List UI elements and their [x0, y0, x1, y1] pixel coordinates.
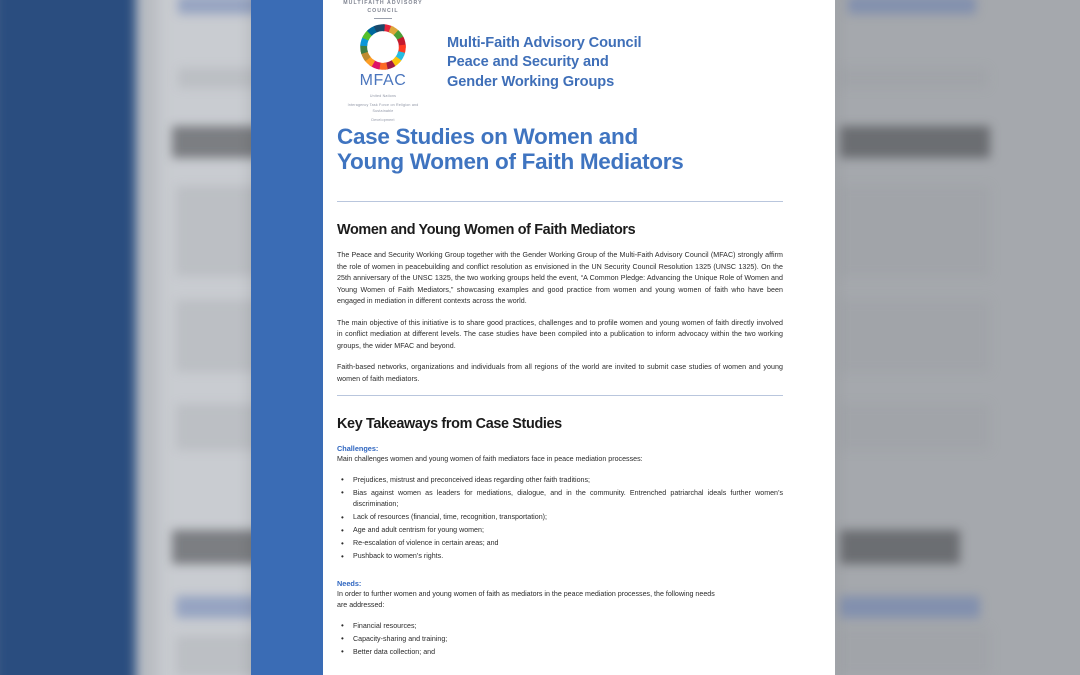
paragraph: The Peace and Security Working Group together with the Gender Working Group of the Multi-Faith Advisory Council (MFAC) strongly affirm the role of women in peacebuilding and conflict resolution as envisioned in the UN Security Council Resolution 1325 (UNSC 1325). On the 25th anniversary of the UNSC 1325, the two working groups held the event, “A Common Pledge: Advancing the Unique Role of Women and Young Women of Faith Mediators,” showcasing examples and good practice from women and young women of faith who have been engaged in mediation in different contexts across the world.: [337, 251, 783, 306]
document-sidebar-band: [251, 0, 323, 675]
background-sidebar-band: [0, 0, 140, 675]
ghost-block: [840, 300, 990, 372]
list-item: • Prejudices, mistrust and preconceived ideas regarding other faith traditions;: [337, 475, 783, 486]
document-content: [337, 0, 783, 662]
org-title-line-3: Gender Working Groups: [447, 73, 615, 90]
divider-rule-middle: [337, 395, 783, 396]
ghost-block: [840, 68, 988, 88]
logo-topline-1: MULTIFAITH ADVISORY: [343, 0, 423, 6]
list-item: • Bias against women as leaders for mediations, dialogue, and in the community. Entrenched patriarchal ideals further women’s discrimination;: [337, 488, 783, 511]
org-title-line-2: Peace and Security and: [447, 54, 609, 71]
list-item: • Better data collection; and: [337, 647, 783, 658]
ghost-block: [840, 596, 980, 618]
list-item: • Age and adult centrism for young women;: [337, 525, 783, 536]
paragraph: Faith-based networks, organizations and individuals from all regions of the world are invited to submit case studies of women and young women of faith mediators.: [337, 363, 783, 383]
paragraph: The main objective of this initiative is to share good practices, challenges and to profile women and young women of faith directly involved in conflict mediation at different levels. The case studies have been compiled into a publication to inform advocacy within the two working groups, the wider MFAC and beyond.: [337, 318, 783, 350]
organization-title: [447, 0, 642, 92]
needs-lead-text: In order to further women and young women of faith as mediators in the peace mediation processes, the following needs are addressed:: [337, 589, 715, 610]
logo-un-line-2: Interagency Task Force on Religion and Sustainable: [347, 102, 419, 113]
sdg-color-wheel-icon: [360, 24, 406, 70]
section-heading-women-mediators: Women and Young Women of Faith Mediators: [337, 222, 636, 239]
list-item: • Re-escalation of violence in certain areas; and: [337, 538, 783, 549]
challenges-lead-text: Main challenges women and young women of faith mediators face in peace mediation processes:: [337, 455, 643, 464]
ghost-heading: [840, 530, 960, 564]
document-header: [337, 0, 783, 122]
ghost-heading: [840, 126, 990, 158]
section-heading-key-takeaways: Key Takeaways from Case Studies: [337, 416, 562, 433]
subsection-label-needs: Needs:: [337, 578, 362, 588]
page-title: [337, 124, 783, 174]
divider-rule-top: [337, 201, 783, 202]
mfac-logo: [337, 0, 429, 123]
ghost-block: [840, 186, 990, 276]
list-item: • Pushback to women’s rights.: [337, 551, 783, 562]
ghost-block: [840, 628, 990, 674]
page-title-line-2: Young Women of Faith Mediators: [337, 149, 684, 175]
page-title-line-1: Case Studies on Women and: [337, 124, 638, 149]
subsection-label-challenges: Challenges:: [337, 444, 379, 454]
logo-acronym: MFAC: [359, 72, 407, 90]
org-title-line-1: Multi-Faith Advisory Council: [447, 35, 642, 51]
list-item: • Financial resources;: [337, 621, 783, 632]
list-item: • Capacity-sharing and training;: [337, 634, 783, 645]
challenges-list: [337, 475, 783, 563]
document-page: [251, 0, 835, 675]
list-item: • Lack of resources (financial, time, recognition, transportation);: [337, 512, 783, 523]
needs-list: [337, 621, 783, 658]
logo-divider: [374, 18, 392, 19]
ghost-block: [840, 404, 990, 450]
logo-un-line-3: Development: [371, 117, 395, 122]
ghost-block: [848, 0, 976, 14]
logo-un-line-1: United Nations: [369, 93, 397, 98]
logo-topline-2: COUNCIL: [367, 7, 399, 14]
background-gutter: [140, 0, 158, 675]
